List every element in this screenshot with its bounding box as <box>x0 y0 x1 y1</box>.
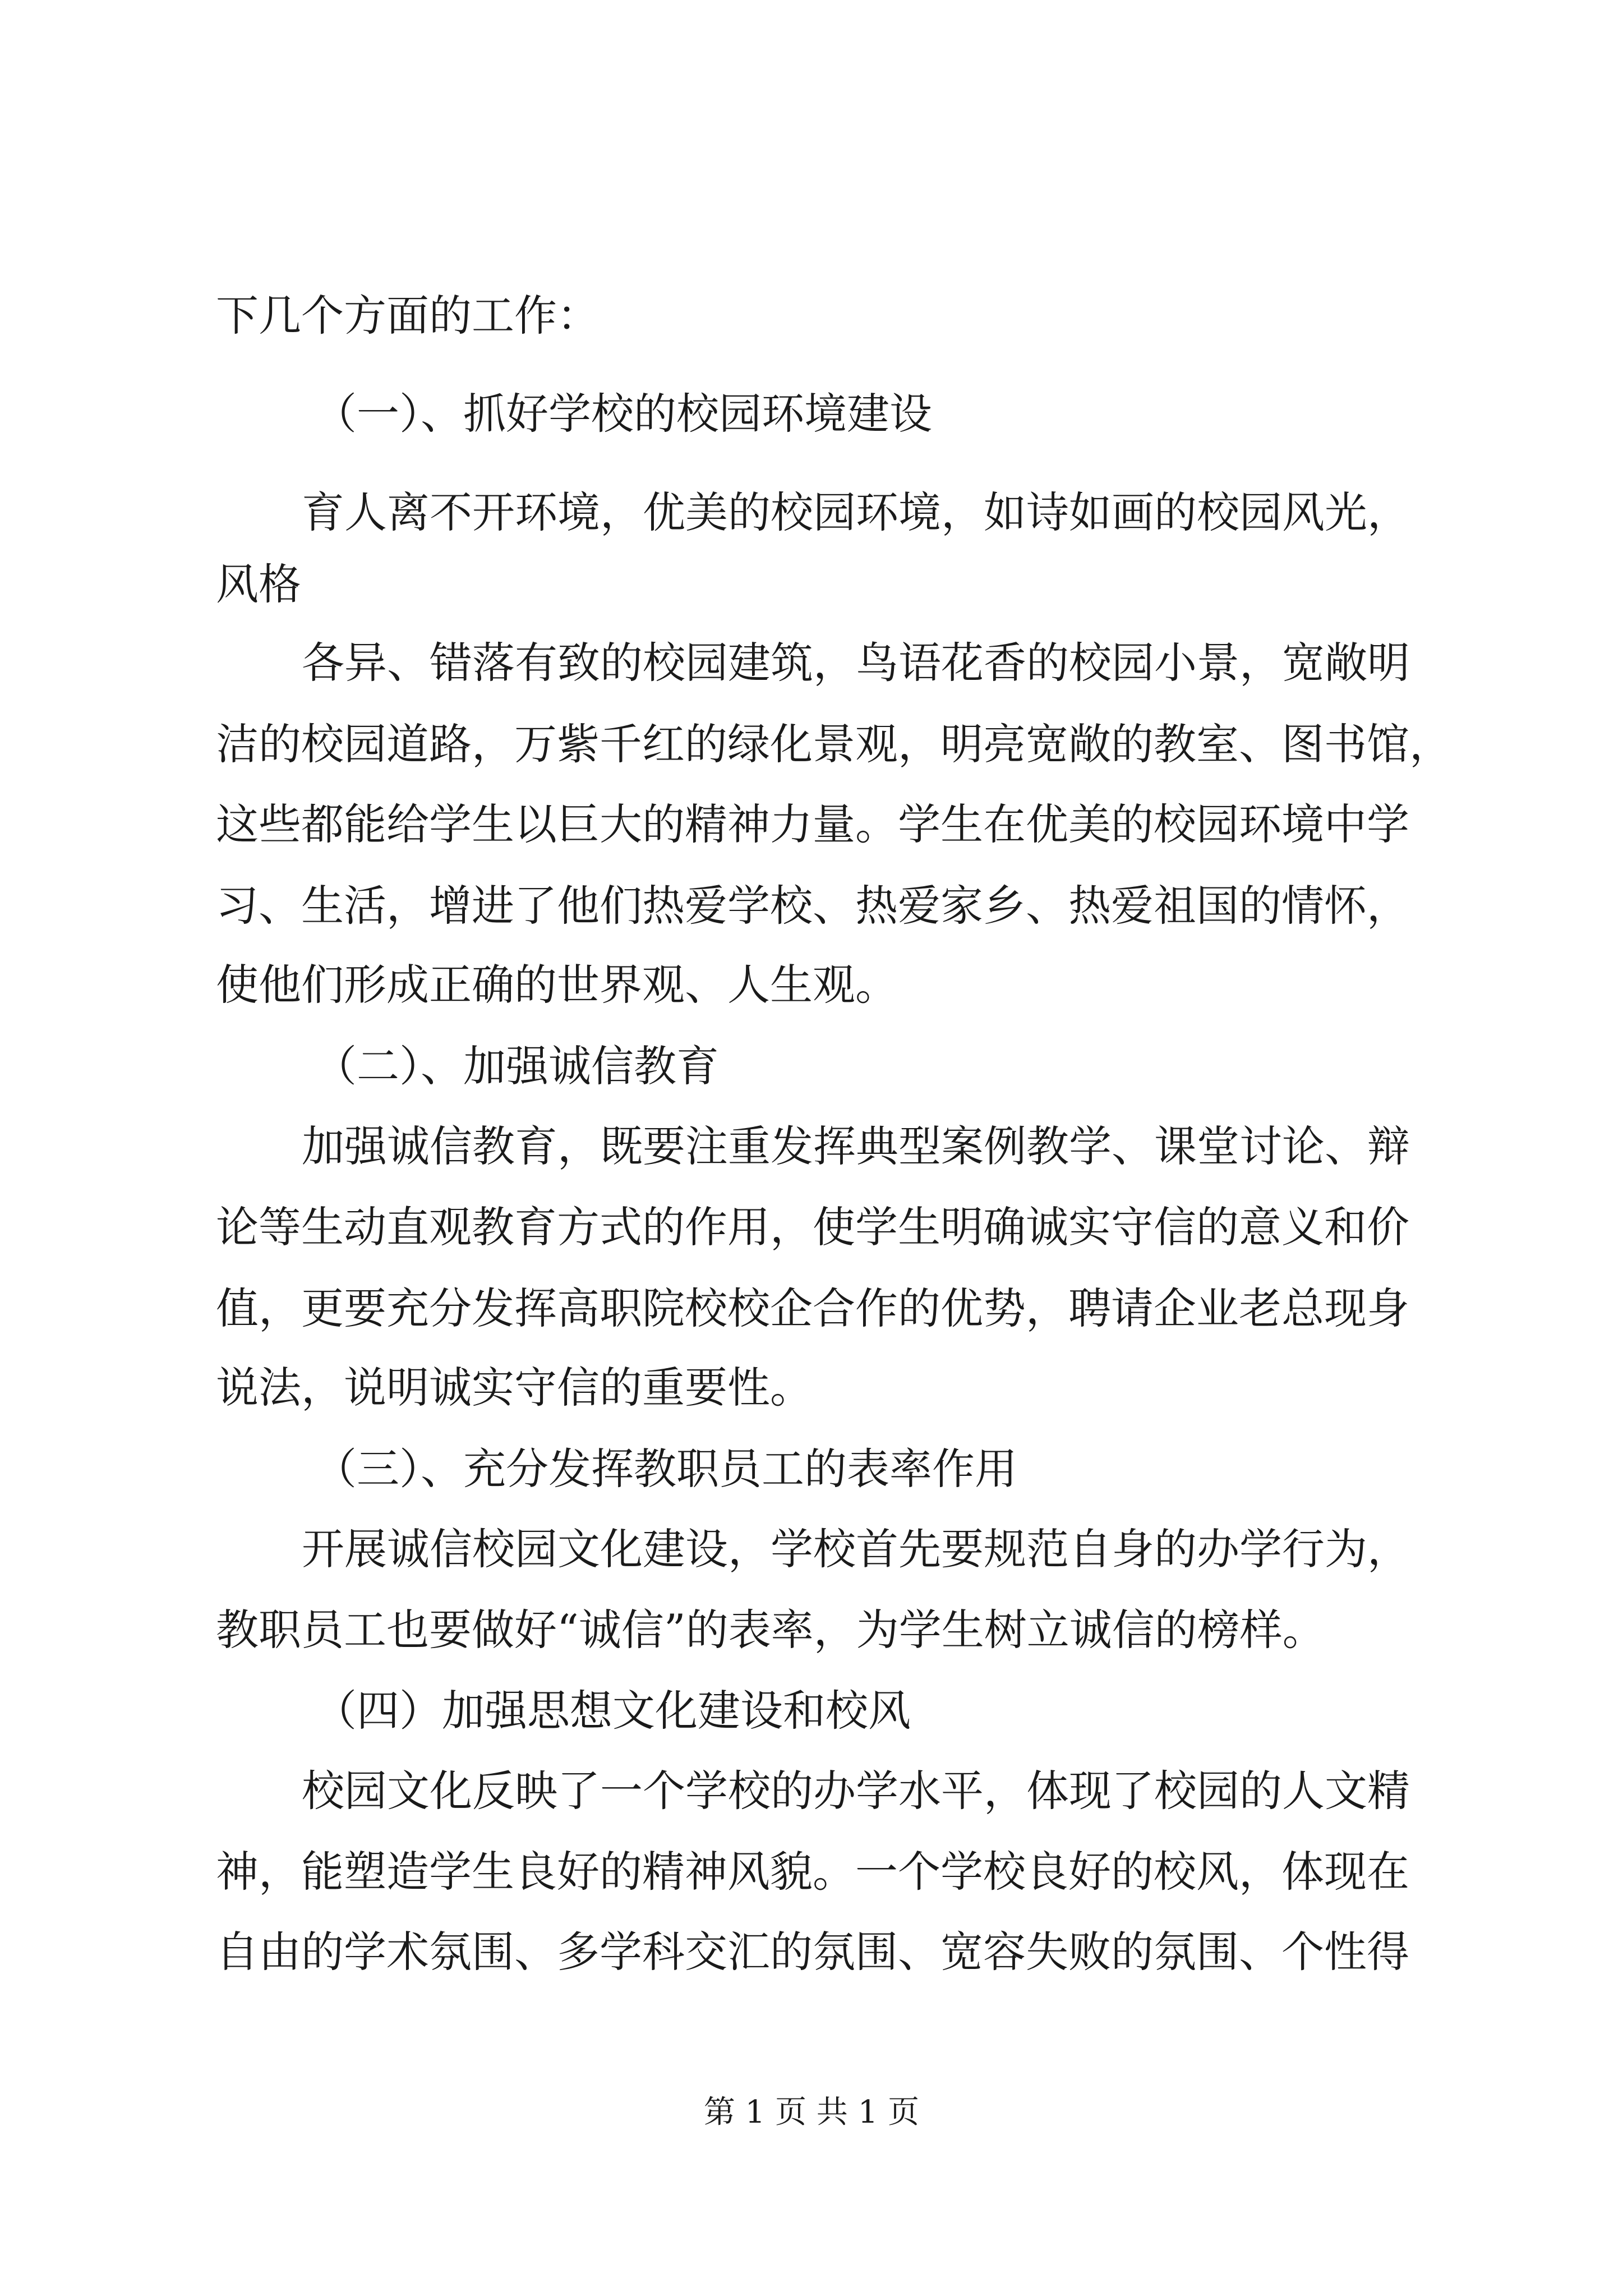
body-line-10: 论等生动直观教育方式的作用，使学生明确诚实守信的意义和价 <box>216 1202 1409 1252</box>
body-line-12: 说法，说明诚实守信的重要性。 <box>216 1363 813 1412</box>
body-line-16: 神，能塑造学生良好的精神风貌。一个学校良好的校风，体现在 <box>216 1847 1409 1897</box>
heading-3: （三）、充分发挥教职员工的表率作用 <box>314 1444 1017 1494</box>
heading-1: （一）、抓好学校的校园环境建设 <box>314 389 932 439</box>
body-line-15: 校园文化反映了一个学校的办学水平，体现了校园的人文精 <box>302 1766 1410 1816</box>
heading-4: （四）加强思想文化建设和校风 <box>314 1686 911 1736</box>
body-line-4: 各异、错落有致的校园建筑，鸟语花香的校园小景，宽敞明 <box>302 638 1410 688</box>
page-footer: 第 1 页 共 1 页 <box>703 2094 920 2131</box>
heading-2: （二）、加强诚信教育 <box>314 1041 719 1091</box>
body-line-17: 自由的学术氛围、多学科交汇的氛围、宽容失败的氛围、个性得 <box>216 1927 1409 1977</box>
body-line-2: 育人离不开环境，优美的校园环境，如诗如画的校园风光， <box>302 487 1410 537</box>
body-line-9: 加强诚信教育，既要注重发挥典型案例教学、课堂讨论、辩 <box>302 1121 1410 1171</box>
body-line-13: 开展诚信校园文化建设，学校首先要规范自身的办学行为， <box>302 1524 1410 1574</box>
body-line-3: 风格 <box>216 559 301 609</box>
body-line-7: 习、生活，增进了他们热爱学校、热爱家乡、热爱祖国的情怀， <box>216 881 1409 931</box>
body-line-6: 这些都能给学生以巨大的精神力量。学生在优美的校园环境中学 <box>216 799 1409 849</box>
body-line-5: 洁的校园道路，万紫千红的绿化景观，明亮宽敞的教室、图书馆， <box>216 719 1452 769</box>
body-line-11: 值，更要充分发挥高职院校校企合作的优势，聘请企业老总现身 <box>216 1283 1409 1333</box>
body-line-1: 下几个方面的工作： <box>216 291 600 341</box>
body-line-14: 教职员工也要做好“诚信”的表率，为学生树立诚信的榜样。 <box>216 1605 1325 1655</box>
body-line-8: 使他们形成正确的世界观、人生观。 <box>216 960 898 1010</box>
